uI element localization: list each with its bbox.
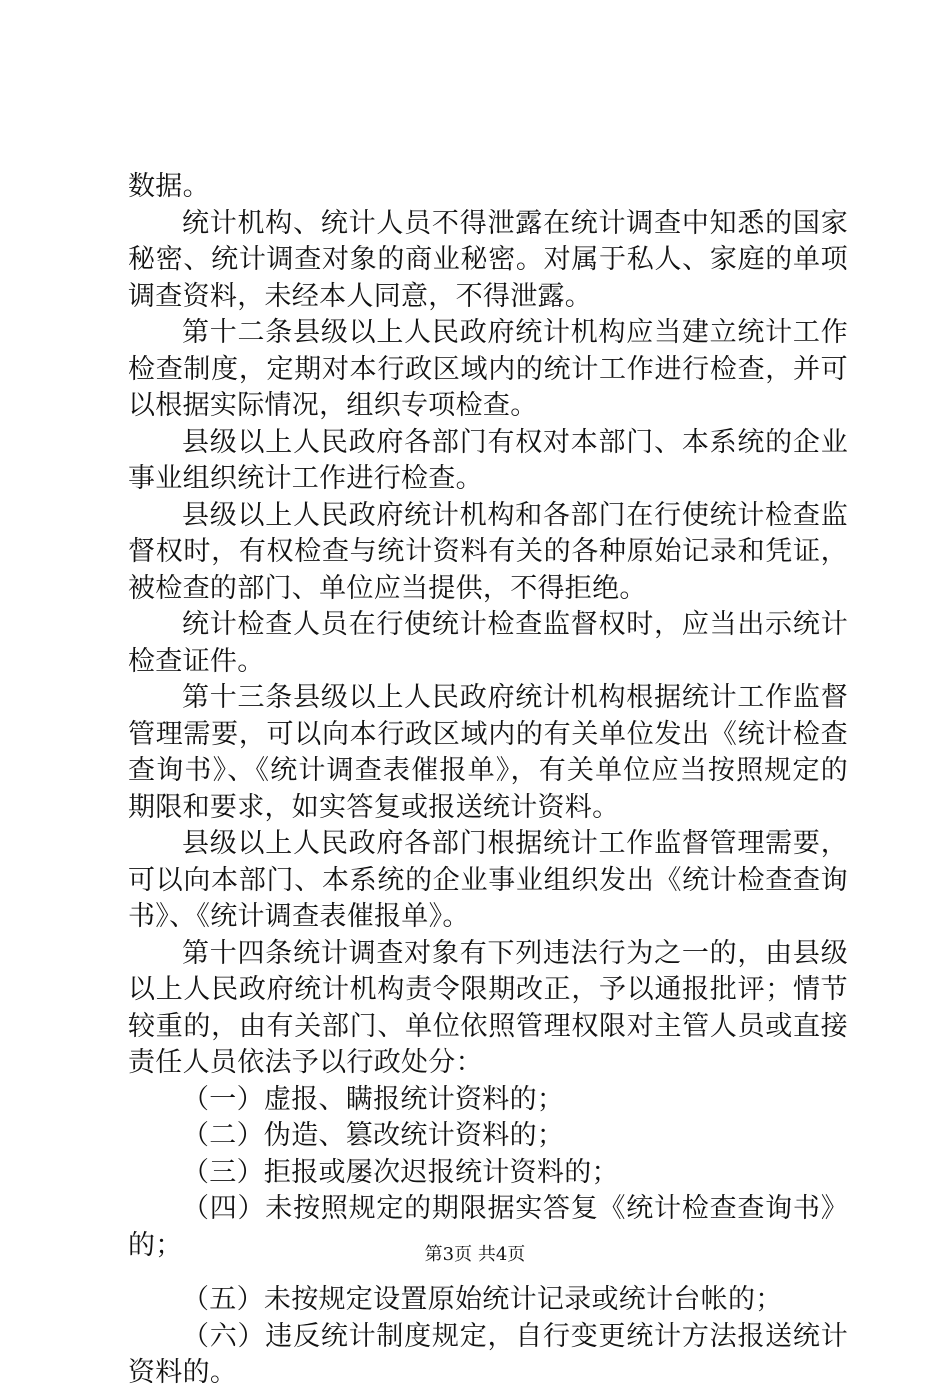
list-item-5: （五）未按规定设置原始统计记录或统计台帐的； bbox=[182, 1284, 783, 1315]
list-item-2: （二）伪造、篡改统计资料的； bbox=[182, 1120, 565, 1151]
paragraph-department-notices: 县级以上人民政府各部门根据统计工作监督管理需要，可以向本部门、本系统的企业事业组织发出《统计检查查询书》、《统计调查表催报单》。 bbox=[128, 828, 848, 932]
list-item-6: （六）违反统计制度规定，自行变更统计方法报送统计资料的。 bbox=[128, 1320, 848, 1388]
paragraph-continuation: 数据。 bbox=[128, 171, 210, 202]
paragraph-article-14: 第十四条统计调查对象有下列违法行为之一的，由县级以上人民政府统计机构责令限期改正，予以通报批评；情节较重的，由有关部门、单位依照管理权限对主管人员或直接责任人员依法予以行政处分： bbox=[128, 937, 848, 1078]
list-item-1: （一）虚报、瞒报统计资料的； bbox=[182, 1083, 565, 1115]
paragraph-article-12: 第十二条县级以上人民政府统计机构应当建立统计工作检查制度，定期对本行政区域内的统计工作进行检查，并可以根据实际情况，组织专项检查。 bbox=[128, 317, 848, 421]
document-body bbox=[128, 169, 848, 1392]
paragraph-inspector-credentials: 统计检查人员在行使统计检查监督权时，应当出示统计检查证件。 bbox=[128, 609, 848, 677]
paragraph-confidentiality: 统计机构、统计人员不得泄露在统计调查中知悉的国家秘密、统计调查对象的商业秘密。对属于私人、家庭的单项调查资料，未经本人同意，不得泄露。 bbox=[128, 207, 848, 312]
paragraph-article-13: 第十三条县级以上人民政府统计机构根据统计工作监督管理需要，可以向本行政区域内的有关单位发出《统计检查查询书》、《统计调查表催报单》，有关单位应当按照规定的期限和要求，如实答复或报送统计资料。 bbox=[128, 682, 848, 823]
page-number-footer: 第3页 共4页 bbox=[424, 1244, 526, 1265]
list-item-3: （三）拒报或屡次迟报统计资料的； bbox=[182, 1156, 619, 1188]
paragraph-department-inspection: 县级以上人民政府各部门有权对本部门、本系统的企业事业组织统计工作进行检查。 bbox=[128, 426, 848, 494]
list-item-4: （四）未按照规定的期限据实答复《统计检查查询书》的； bbox=[128, 1193, 848, 1261]
paragraph-inspection-rights: 县级以上人民政府统计机构和各部门在行使统计检查监督权时，有权检查与统计资料有关的各种原始记录和凭证，被检查的部门、单位应当提供，不得拒绝。 bbox=[128, 499, 848, 604]
